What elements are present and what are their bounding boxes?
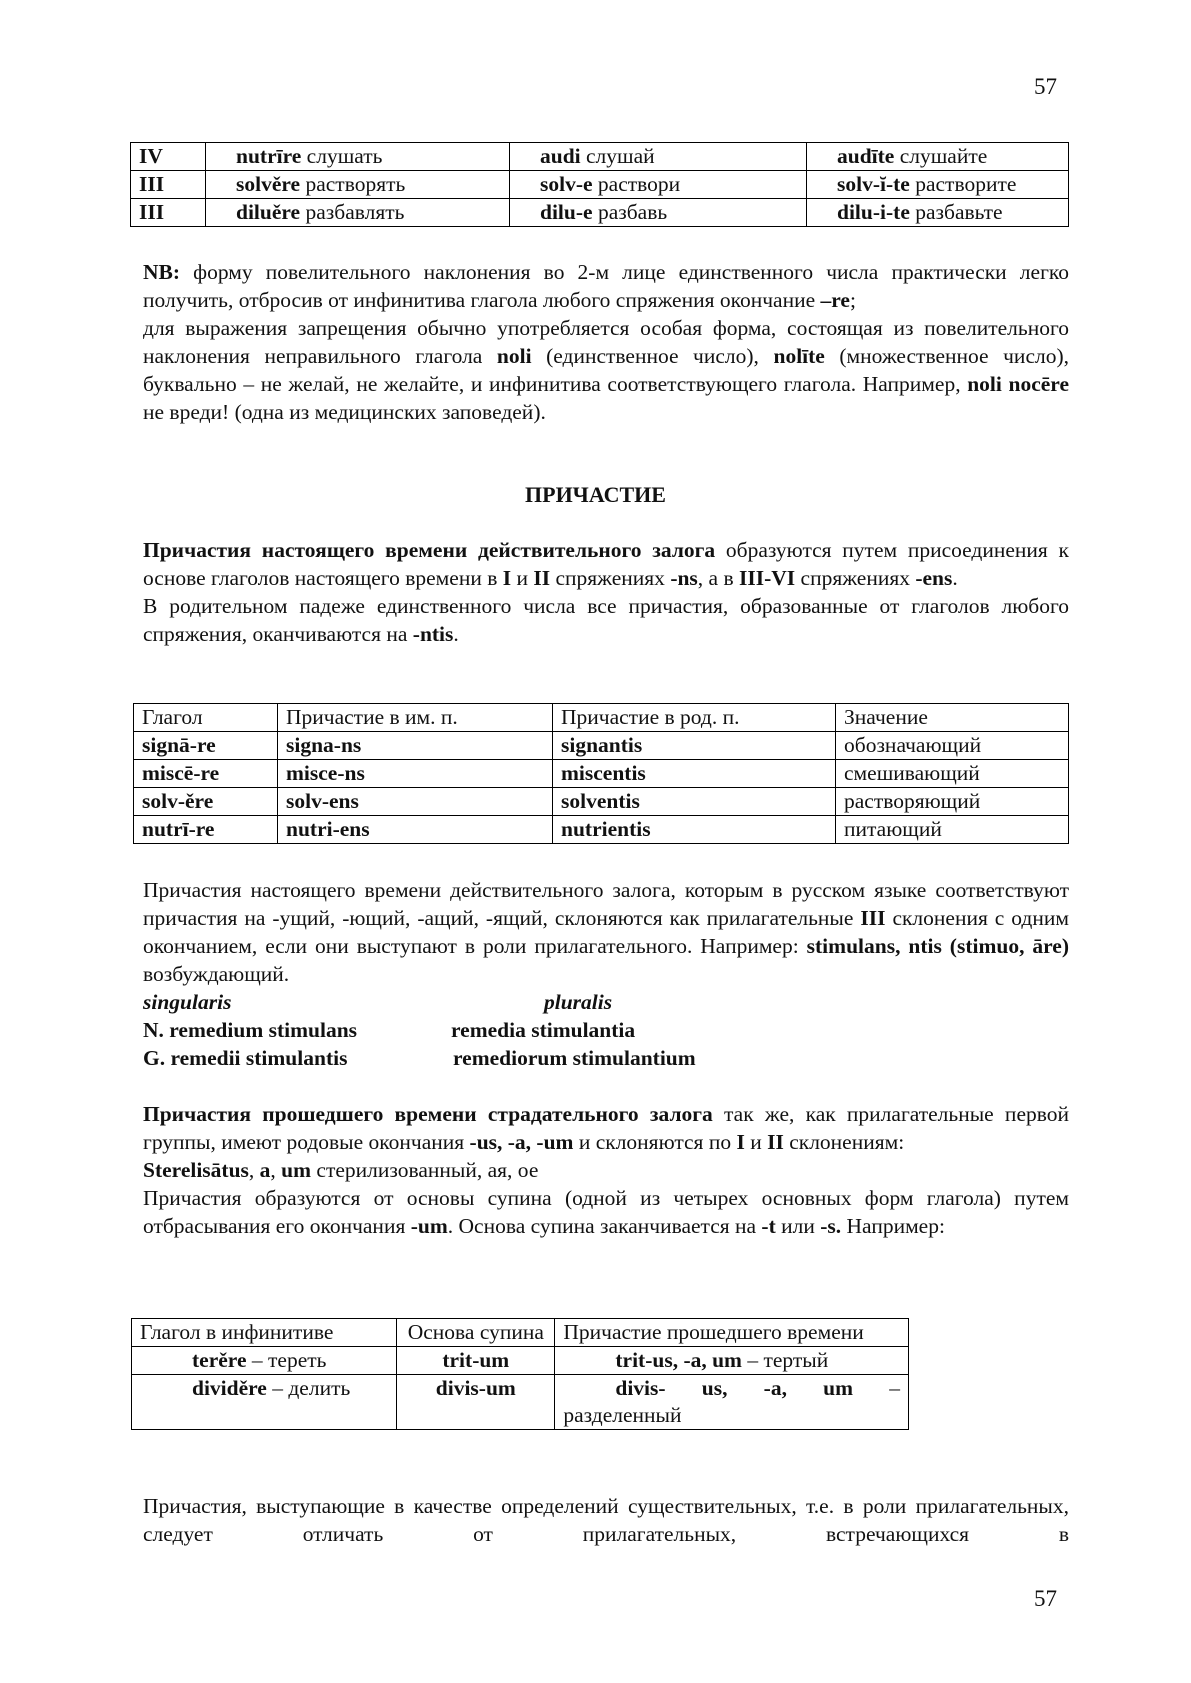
conjugation-number: III xyxy=(131,199,206,227)
conjugation-number: III xyxy=(131,171,206,199)
table-row xyxy=(131,171,1069,199)
page-number-top: 57 xyxy=(1034,74,1057,99)
declension-singularis-label: singularis xyxy=(143,990,232,1014)
imperative-plural: audīte xyxy=(837,144,895,168)
section-heading: ПРИЧАСТИЕ xyxy=(525,482,666,507)
past-participle-table xyxy=(131,1318,909,1430)
column-header: Причастие прошедшего времени xyxy=(555,1319,909,1347)
column-header: Глагол xyxy=(134,704,278,732)
conjugation-number: IV xyxy=(131,143,206,171)
table-header-row xyxy=(132,1319,909,1347)
participle-paragraph-4: Причастия прошедшего времени страдательного залога так же, как прилагательные первой группы, имеют родовые окончания -us, -a, -um и склоняются по I и II склонениям: Sterelisātus, a, um стерилизованный, ая, ое Причастия образуются от основы супина (одной из четырех основных форм глагола) путем отбрасывания его окончания -um. Основа супина заканчивается на -t или -s. Например: xyxy=(143,1102,1069,1238)
table-row xyxy=(131,199,1069,227)
declension-genitive-singular: G. remedii stimulantis xyxy=(143,1046,348,1070)
column-header: Глагол в инфинитиве xyxy=(132,1319,397,1347)
imperative-plural: dilu-i-te xyxy=(837,200,910,224)
imperative-table xyxy=(130,142,1069,227)
column-header: Причастие в род. п. xyxy=(553,704,836,732)
translation: разбавлять xyxy=(300,200,405,224)
declension-genitive-plural: remediorum stimulantium xyxy=(453,1046,696,1070)
table-row xyxy=(131,143,1069,171)
participle-paragraph-3: Причастия настоящего времени действительного залога, которым в русском языке соответствуют причастия на -ущий, -ющий, -ащий, -ящий, склоняются как прилагательные III склонения с одним окончанием, если они выступают в роли прилагательного. Например: stimulans, ntis (stimuo, āre) возбуждающий. xyxy=(143,878,1069,986)
column-header: Основа супина xyxy=(397,1319,555,1347)
nb-label: NB: xyxy=(143,260,181,284)
translation: разбавь xyxy=(592,200,668,224)
table-row: dividěre – делить divis-um divis- us, -a, um – разделенный xyxy=(132,1375,909,1430)
translation: слушать xyxy=(301,144,383,168)
translation: растворять xyxy=(300,172,406,196)
table-row: nutrī-re nutri-ens nutrientis питающий xyxy=(134,816,1069,844)
infinitive: nutrīre xyxy=(236,144,302,168)
declension-pluralis-label: pluralis xyxy=(544,990,613,1014)
participle-paragraph-6: Причастия, выступающие в качестве определений существительных, т.е. в роли прилагательных, следует отличать от прилагательных, встречающихся в xyxy=(143,1494,1069,1546)
declension-nominative-plural: remedia stimulantia xyxy=(451,1018,636,1042)
imperative-singular: dilu-e xyxy=(540,200,593,224)
infinitive: diluěre xyxy=(236,200,301,224)
translation: разбавьте xyxy=(909,200,1003,224)
column-header: Причастие в им. п. xyxy=(278,704,553,732)
translation: слушай xyxy=(580,144,655,168)
table-header-row xyxy=(134,704,1069,732)
participle-paragraph-1: Причастия настоящего времени действительного залога образуются путем присоединения к основе глаголов настоящего времени в I и II спряжениях -ns, а в III-VI спряжениях -ens. В родительном падеже единственного числа все причастия, образованные от глаголов любого спряжения, оканчиваются на -ntis. xyxy=(143,538,1069,646)
present-participle-table xyxy=(133,703,1069,844)
translation: раствори xyxy=(592,172,681,196)
table-row: signā-re signa-ns signantis обозначающий xyxy=(134,732,1069,760)
column-header: Значение xyxy=(836,704,1069,732)
page-number-bottom: 57 xyxy=(1034,1586,1057,1611)
declension-nominative-singular: N. remedium stimulans xyxy=(143,1018,358,1042)
imperative-plural: solv-ĭ-te xyxy=(837,172,910,196)
nb-paragraph: NB: форму повелительного наклонения во 2-м лице единственного числа практически легко получить, отбросив от инфинитива глагола любого спряжения окончание –re; для выражения запрещения обычно употребляется особая форма, состоящая из повелительного наклонения неправильного глагола noli (единственное число), nolīte (множественное число), буквально – не желай, не желайте, и инфинитива соответствующего глагола. Например, noli nocēre не вреди! (одна из медицинских заповедей). xyxy=(143,260,1069,424)
table-row: terěre – тереть trit-um trit-us, -a, um – тертый xyxy=(132,1347,909,1375)
translation: слушайте xyxy=(894,144,988,168)
infinitive: solvěre xyxy=(236,172,301,196)
imperative-singular: audi xyxy=(540,144,581,168)
imperative-singular: solv-e xyxy=(540,172,593,196)
table-row: miscē-re misce-ns miscentis смешивающий xyxy=(134,760,1069,788)
translation: растворите xyxy=(909,172,1017,196)
table-row: solv-ěre solv-ens solventis растворяющий xyxy=(134,788,1069,816)
